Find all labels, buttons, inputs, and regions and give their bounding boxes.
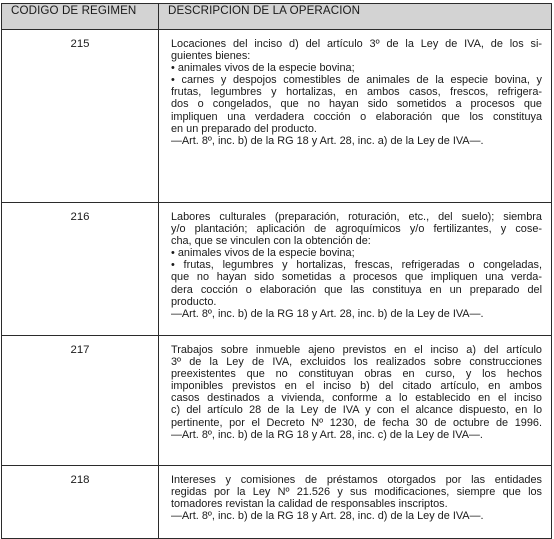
description-line: cha, que se vinculen con la obtención de: (171, 235, 371, 248)
description-line: en un preparado del producto. (171, 122, 317, 135)
description-line: • carnes y despojos comestibles de animales de la especie bovina, y (171, 74, 542, 87)
operation-description (159, 203, 552, 336)
regime-code: 215 (2, 30, 159, 203)
description-line: que no hayan sido sometidas a procesos que impliquen una verda- (171, 271, 542, 284)
header-code: CODIGO DE REGIMEN (2, 4, 159, 30)
description-line: impliquen una verdadera cocción o elaboración que los constituya (171, 110, 542, 123)
operation-description (159, 30, 552, 203)
table-row (2, 30, 552, 203)
description-line: imponibles previstos en el inciso b) del citado artículo, en ambos (171, 380, 542, 393)
description-line: guientes bienes: (171, 50, 251, 63)
description-line: frutas, legumbres y hortalizas, en ambos casos, frescos, refrigera- (171, 86, 542, 99)
legal-reference: —Art. 8º, inc. b) de la RG 18 y Art. 28, inc. b) de la Ley de IVA—. (171, 307, 484, 320)
table-row (2, 203, 552, 336)
description-line: y/o plantación; aplicación de agroquímicos y/o fertilizantes, y cose- (171, 223, 542, 236)
header-row (2, 4, 552, 30)
regime-code: 218 (2, 466, 159, 539)
description-line: Intereses y comisiones de préstamos otorgados por las entidades (171, 474, 542, 486)
description-line: dera cocción o elaboración que las constituya en un preparado del (171, 283, 542, 296)
description-line: Locaciones del inciso d) del artículo 3º de la Ley de IVA, de los si- (171, 38, 542, 50)
regime-code: 216 (2, 203, 159, 336)
description-line: Labores culturales (preparación, roturación, etc., del suelo); siembra (171, 211, 542, 223)
description-line: dos o congelados, que no hayan sido sometidos a procesos que (171, 98, 542, 111)
description-line: Trabajos sobre inmueble ajeno previstos en el inciso a) del artículo (171, 344, 542, 356)
description-line: 3º de la Ley de IVA, excluidos los realizados sobre construcciones (171, 356, 542, 369)
description-line: casos destinados a vivienda, conforme a lo establecido en el inciso (171, 392, 542, 405)
header-description: DESCRIPCION DE LA OPERACION (159, 4, 552, 30)
legal-reference: —Art. 8º, inc. b) de la RG 18 y Art. 28, inc. d) de la Ley de IVA—. (171, 510, 484, 523)
description-line: • frutas, legumbres y hortalizas, frescas, refrigeradas o congeladas, (171, 259, 542, 272)
legal-reference: —Art. 8º, inc. b) de la RG 18 y Art. 28, inc. a) de la Ley de IVA—. (171, 134, 484, 147)
legal-reference: —Art. 8º, inc. b) de la RG 18 y Art. 28, inc. c) de la Ley de IVA—. (171, 428, 483, 441)
description-line: regidas por la Ley Nº 21.526 y sus modificaciones, siempre que los (171, 486, 542, 499)
description-line: tomadores revistan la calidad de responsables inscriptos. (171, 498, 448, 511)
table-row (2, 466, 552, 539)
description-line: producto. (171, 295, 217, 308)
description-line: • animales vivos de la especie bovina; (171, 62, 355, 75)
description-line: pertinente, por el Decreto Nº 1230, de fecha 30 de octubre de 1996. (171, 416, 542, 429)
operation-description (159, 466, 552, 539)
description-line: • animales vivos de la especie bovina; (171, 247, 355, 260)
regime-code: 217 (2, 336, 159, 466)
operation-description (159, 336, 552, 466)
description-line: c) del artículo 28 de la Ley de IVA y con el alcance dispuesto, en lo (171, 404, 542, 417)
table-row (2, 336, 552, 466)
description-line: preexistentes que no constituyan obras en curso, y los hechos (171, 368, 542, 381)
regime-codes-table (1, 3, 552, 539)
